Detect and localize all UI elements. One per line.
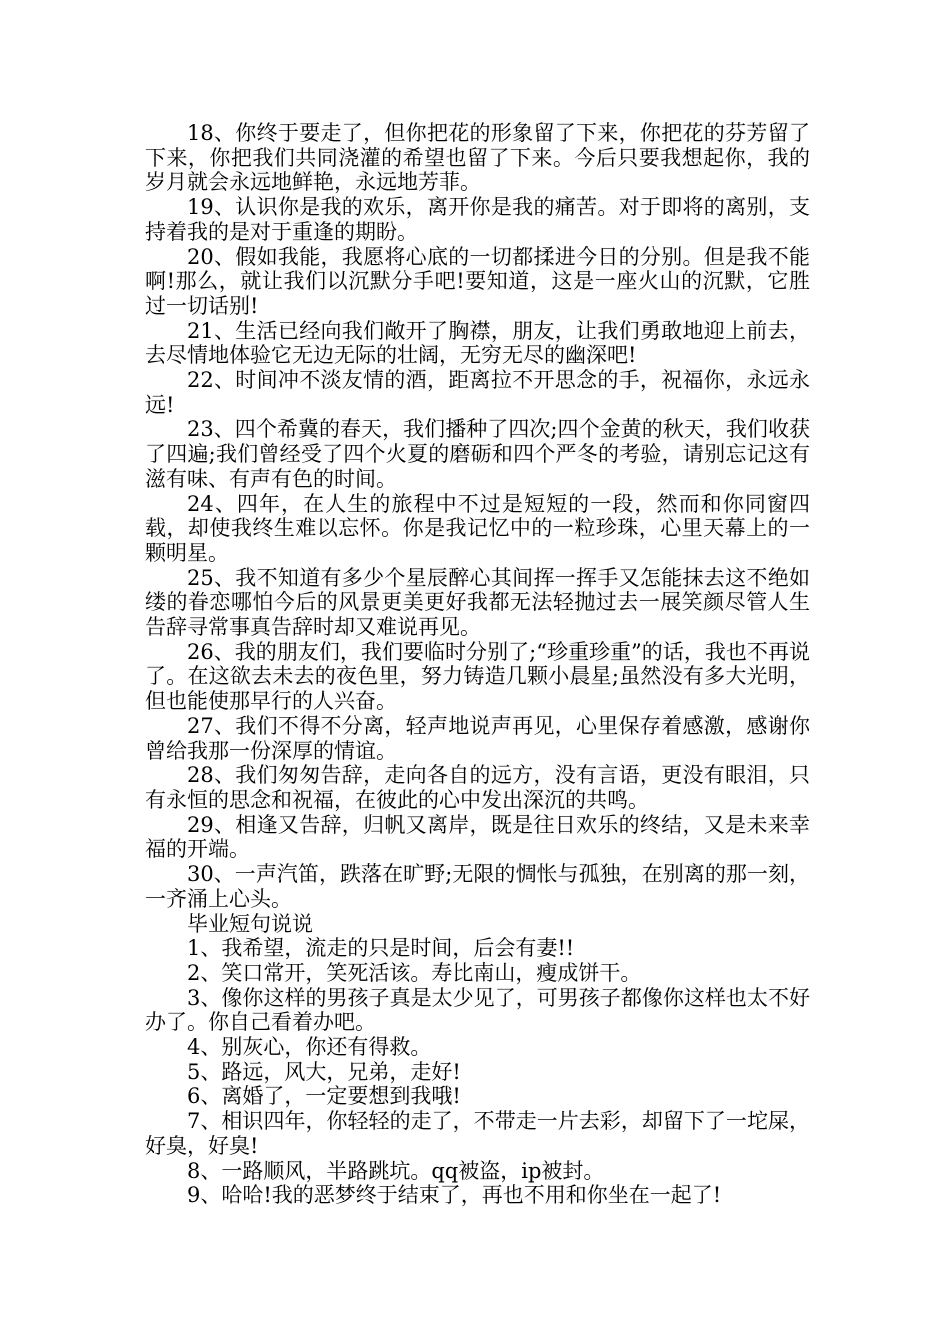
paragraph-30: 30、一声汽笛，跌落在旷野;无限的惆怅与孤独，在别离的那一刻，一齐涌上心头。 bbox=[145, 862, 810, 911]
short-item-2: 2、笑口常开，笑死活该。寿比南山，瘦成饼干。 bbox=[187, 960, 642, 985]
paragraph-18: 18、你终于要走了，但你把花的形象留了下来，你把花的芬芳留了下来，你把我们共同浇灌的希望也留了下来。今后只要我想起你，我的岁月就会永远地鲜艳，永远地芳菲。 bbox=[145, 121, 810, 195]
paragraph-21: 21、生活已经向我们敞开了胸襟，朋友，让我们勇敢地迎上前去，去尽情地体验它无边无际的壮阔，无穷无尽的幽深吧! bbox=[145, 318, 810, 368]
short-item-7: 7、相识四年，你轻轻的走了，不带走一片去彩，却留下了一坨屎，好臭，好臭! bbox=[145, 1109, 810, 1158]
short-item-8: 8、一路顺风，半路跳坑。qq被盗，ip被封。 bbox=[187, 1158, 605, 1183]
paragraph-25: 25、我不知道有多少个星辰醉心其间挥一挥手又怎能抹去这不绝如缕的眷恋哪怕今后的风景更美更好我都无法轻抛过去一展笑颜尽管人生告辞寻常事真告辞时却又难说再见。 bbox=[145, 565, 810, 640]
short-item-9: 9、哈哈!我的恶梦终于结束了，再也不用和你坐在一起了! bbox=[187, 1183, 722, 1208]
paragraph-23: 23、四个希冀的春天，我们播种了四次;四个金黄的秋天，我们收获了四遍;我们曾经受了四个火夏的磨砺和四个严冬的考验，请别忘记这有滋有味、有声有色的时间。 bbox=[145, 417, 810, 491]
document-body bbox=[145, 121, 810, 1208]
paragraph-24: 24、四年，在人生的旅程中不过是短短的一段，然而和你同窗四载，却使我终生难以忘怀。你是我记忆中的一粒珍珠，心里天幕上的一颗明星。 bbox=[145, 491, 810, 565]
short-item-3: 3、像你这样的男孩子真是太少见了，可男孩子都像你这样也太不好办了。你自己看着办吧。 bbox=[145, 985, 810, 1035]
paragraph-22: 22、时间冲不淡友情的酒，距离拉不开思念的手，祝福你，永远永远! bbox=[145, 368, 810, 417]
paragraph-29: 29、相逢又告辞，归帆又离岸，既是往日欢乐的终结，又是未来幸福的开端。 bbox=[145, 812, 810, 862]
short-item-1: 1、我希望，流走的只是时间，后会有妻!! bbox=[187, 936, 575, 961]
paragraph-19: 19、认识你是我的欢乐，离开你是我的痛苦。对于即将的离别，支持着我的是对于重逢的期盼。 bbox=[145, 195, 810, 244]
short-item-5: 5、路远，风大，兄弟，走好! bbox=[187, 1059, 461, 1084]
short-item-4: 4、别灰心，你还有得救。 bbox=[187, 1035, 432, 1060]
short-item-6: 6、离婚了，一定要想到我哦! bbox=[187, 1084, 461, 1109]
paragraph-27: 27、我们不得不分离，轻声地说声再见，心里保存着感激，感谢你曾给我那一份深厚的情谊。 bbox=[145, 713, 810, 763]
paragraph-28: 28、我们匆匆告辞，走向各自的远方，没有言语，更没有眼泪，只有永恒的思念和祝福，在彼此的心中发出深沉的共鸣。 bbox=[145, 763, 810, 812]
section-heading: 毕业短句说说 bbox=[187, 911, 313, 936]
paragraph-26: 26、我的朋友们，我们要临时分别了;“珍重珍重”的话，我也不再说了。在这欲去未去的夜色里，努力铸造几颗小晨星;虽然没有多大光明，但也能使那早行的人兴奋。 bbox=[145, 639, 810, 714]
paragraph-20: 20、假如我能，我愿将心底的一切都揉进今日的分别。但是我不能啊!那么，就让我们以沉默分手吧!要知道，这是一座火山的沉默，它胜过一切话别! bbox=[145, 244, 810, 318]
